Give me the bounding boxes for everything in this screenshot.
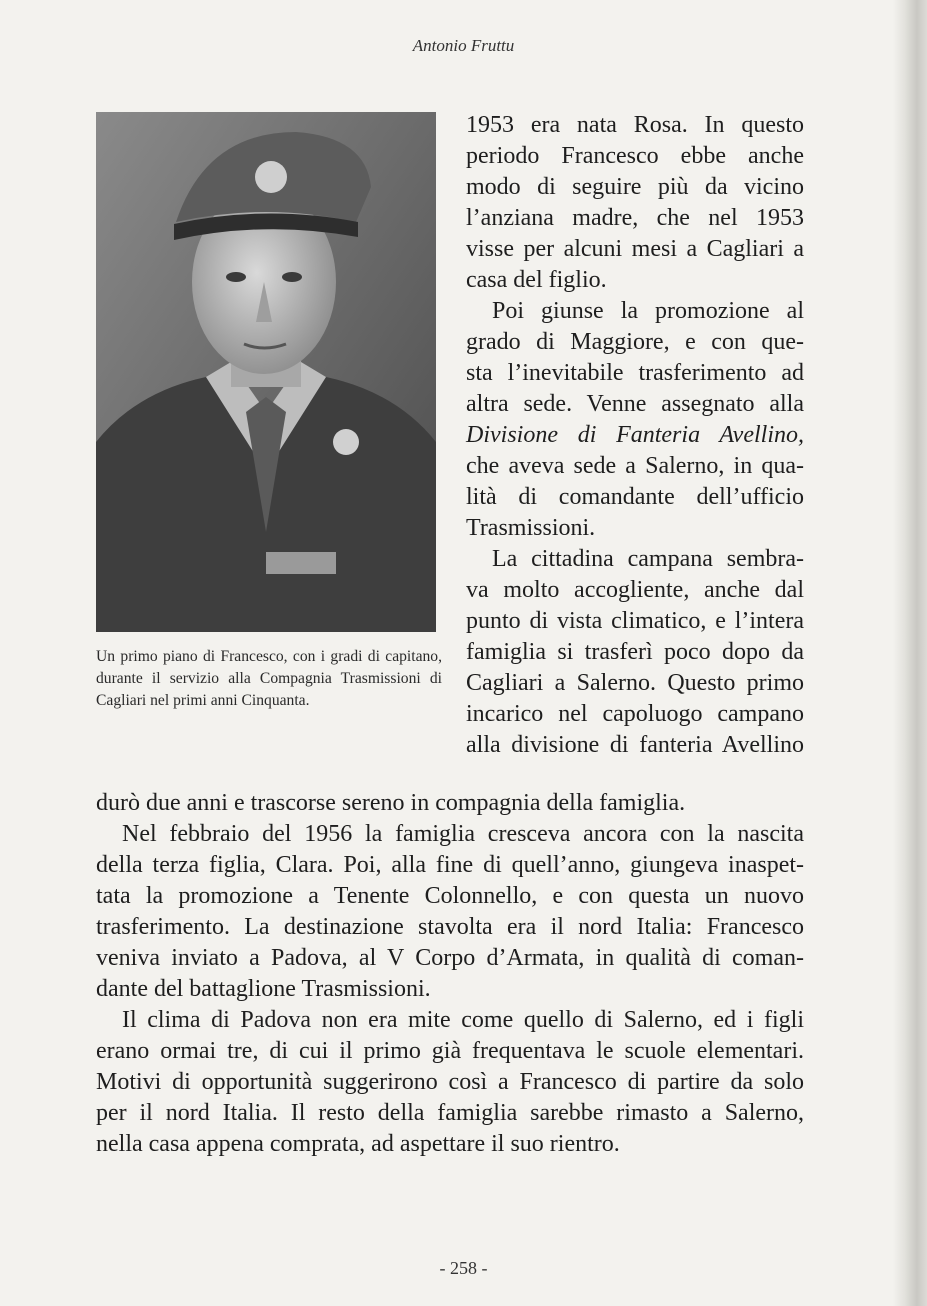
text-line: La cittadina campana sembra- [492,546,804,572]
text-line: Motivi di opportunità suggerirono così a Francesco di partire da solo [96,1069,804,1095]
text-line: famiglia si trasferì poco dopo da [466,639,804,665]
text-line: Poi giunse la promozione al [492,298,804,324]
paragraph-3-continued [96,788,804,819]
text-line: nella casa appena comprata, ad aspettare il suo rientro. [96,1131,620,1157]
text-line: altra sede. Venne assegnato alla [466,391,804,417]
text-line: incarico nel capoluogo campano [466,701,804,727]
text-line: va molto accogliente, anche dal [466,577,804,603]
paragraph-3 [466,544,804,761]
text-line: punto di vista climatico, e l’intera [466,608,804,634]
text-line: casa del figlio. [466,267,607,293]
text-line: 1953 era nata Rosa. In questo [466,112,804,138]
text-line: dante del battaglione Trasmissioni. [96,976,431,1002]
text-line: Nel febbraio del 1956 la famiglia cresceva ancora con la nascita [122,821,804,847]
text-full-width [96,788,804,1160]
text-line: durò due anni e trascorse sereno in compagnia della famiglia. [96,790,686,816]
text-line: per il nord Italia. Il resto della famiglia sarebbe rimasto a Salerno, [96,1100,804,1126]
paragraph-2 [466,296,804,544]
text-line: tata la promozione a Tenente Colonnello, e con questa un nuovo [96,883,804,909]
text-line-italic: Divisione di Fanteria Avellino, [466,422,804,448]
text-line: visse per alcuni mesi a Cagliari a [466,236,804,262]
text-line: periodo Francesco ebbe anche [466,143,804,169]
paragraph-4 [96,819,804,1005]
portrait-photo [96,112,436,632]
text-line: alla divisione di fanteria Avellino [466,732,804,758]
text-line: che aveva sede a Salerno, in qua- [466,453,804,479]
portrait-photo-illustration [96,112,436,632]
paragraph-1 [466,110,804,296]
text-line: modo di seguire più da vicino [466,174,804,200]
text-line: l’anziana madre, che nel 1953 [466,205,804,231]
text-line: sta l’inevitabile trasferimento ad [466,360,804,386]
page-number: - 258 - [439,1258,488,1278]
text-line: trasferimento. La destinazione stavolta era il nord Italia: Francesco [96,914,804,940]
text-line: erano ormai tre, di cui il primo già frequentava le scuole elementari. [96,1038,804,1064]
paragraph-5 [96,1005,804,1160]
text-line: Il clima di Padova non era mite come quello di Salerno, ed i figli [122,1007,804,1033]
text-line: lità di comandante dell’ufficio [466,484,804,510]
photo-caption: Un primo piano di Francesco, con i gradi di capitano, durante il servizio alla Compagnia Trasmissioni di Cagliari nel primi anni Cinquanta. [96,648,442,709]
text-line: Trasmissioni. [466,515,596,541]
page-edge-shadow [893,0,927,1306]
text-line: veniva inviato a Padova, al V Corpo d’Armata, in qualità di coman- [96,945,804,971]
text-line: grado di Maggiore, e con que- [466,329,804,355]
text-line: della terza figlia, Clara. Poi, alla fine di quell’anno, giungeva inaspet- [96,852,804,878]
text-line: Cagliari a Salerno. Questo primo [466,670,804,696]
running-header: Antonio Fruttu [412,36,515,55]
text-column-right [466,110,804,761]
